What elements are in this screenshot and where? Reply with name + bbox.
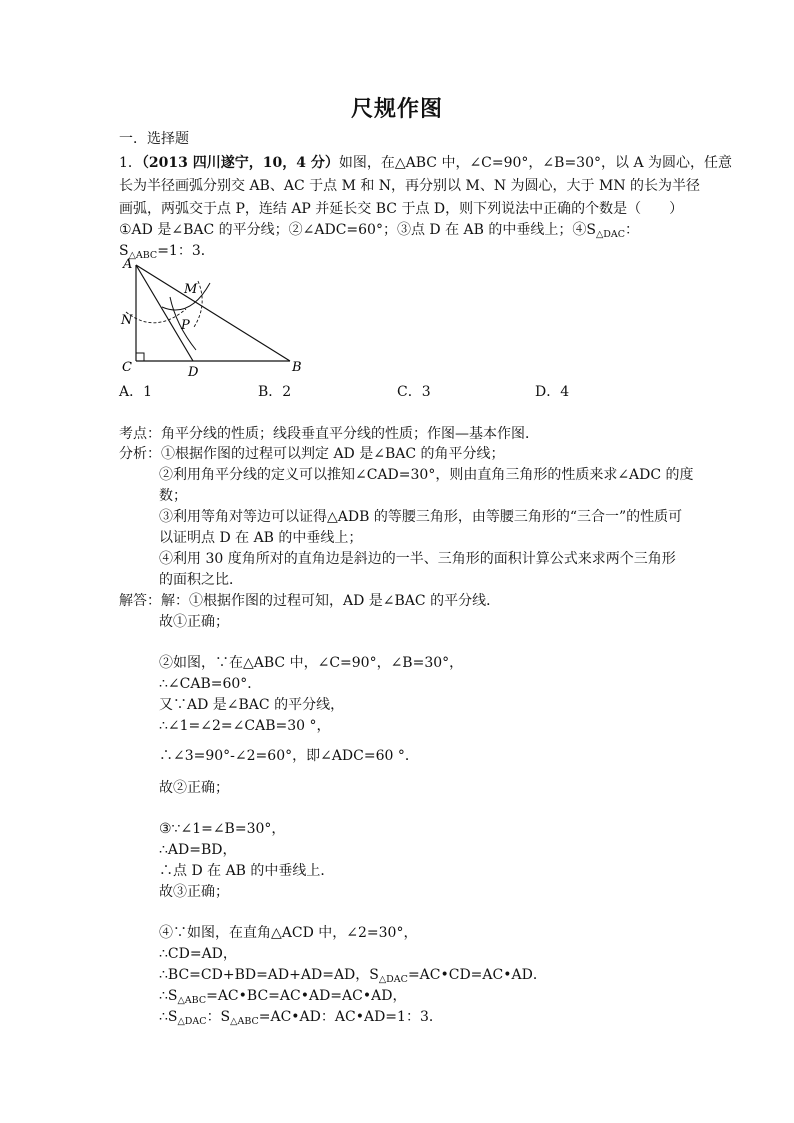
- question-number: 1．: [119, 155, 142, 171]
- option-d[interactable]: D．4: [535, 384, 570, 400]
- solution-line-14: ∴CD=AD，: [159, 946, 237, 962]
- solution-line-16: $\therefore S_{\triangle ABC}=AC•BC=AC•AD=AC•AD$，: [159, 988, 407, 1006]
- solution-line-4: ∴∠CAB=60°．: [159, 676, 262, 692]
- page-title: 尺规作图: [350, 96, 443, 122]
- label-c: C: [122, 360, 132, 375]
- question-line-1: [119, 153, 732, 173]
- solution-line-5: 又∵AD 是∠BAC 的平分线，: [159, 697, 345, 713]
- option-c[interactable]: C．3: [397, 384, 431, 400]
- label-n: N: [121, 313, 133, 328]
- question-line-2: 长为半径画弧分别交 AB、AC 于点 M 和 N，再分别以 M、N 为圆心，大于 MN 的长为半径: [119, 178, 701, 194]
- solution-line-13: ④∵如图，在直角△ACD 中，∠2=30°，: [159, 925, 418, 941]
- question-line-5: $S_{\triangle ABC}=1$：3．: [119, 243, 215, 261]
- label-p: P: [181, 318, 190, 333]
- question-line-4: ①AD 是∠BAC 的平分线；②∠ADC=60°；③点 D 在 AB 的中垂线上；$④S_{\triangle DAC}$：: [119, 222, 640, 240]
- label-b: B: [292, 360, 302, 375]
- analysis-line-2: ②利用角平分线的定义可以推知∠CAD=30°，则由直角三角形的性质来求∠ADC 的度: [159, 467, 694, 483]
- option-a[interactable]: A．1: [119, 384, 153, 400]
- solution-line-9: ③∵∠1=∠B=30°，: [159, 821, 286, 837]
- analysis-line-3: 数；: [159, 488, 187, 504]
- analysis-line-1: 分析：①根据作图的过程可以判定 AD 是∠BAC 的角平分线；: [119, 446, 505, 462]
- section-heading: 一．选择题: [119, 131, 189, 147]
- question-source: （2013 四川遂宁，10，4 分）: [141, 155, 339, 171]
- label-a: A: [123, 257, 133, 272]
- kaodian-line: 考点：角平分线的性质；线段垂直平分线的性质；作图—基本作图．: [119, 426, 539, 442]
- solution-line-10: ∴AD=BD，: [159, 842, 237, 858]
- label-m: M: [184, 282, 198, 297]
- question-line-3: 画弧，两弧交于点 P，连结 AP 并延长交 BC 于点 D，则下列说法中正确的个数是（ ）: [119, 201, 684, 217]
- option-b[interactable]: B．2: [258, 384, 292, 400]
- question-text: 如图，在△ABC 中，∠C=90°，∠B=30°，以 A 为圆心，任意: [338, 155, 733, 171]
- solution-line-7: ∴∠3=90°-∠2=60°，即∠ADC=60 °．: [159, 748, 419, 764]
- solution-line-17: $\therefore S_{\triangle DAC}$：$S_{\triangle ABC}=AC•AD$：AC•AD=1：3．: [159, 1009, 443, 1027]
- analysis-line-5: 以证明点 D 在 AB 的中垂线上；: [159, 530, 363, 546]
- solution-line-8: 故②正确；: [159, 780, 229, 796]
- triangle-figure: [110, 255, 320, 380]
- solution-line-12: 故③正确；: [159, 884, 229, 900]
- label-d: D: [188, 365, 199, 380]
- solution-line-2: 故①正确；: [159, 614, 229, 630]
- analysis-line-7: 的面积之比．: [159, 572, 243, 588]
- analysis-line-4: ③利用等角对等边可以证得△ADB 的等腰三角形，由等腰三角形的“三合一”的性质可: [159, 509, 683, 525]
- solution-line-15: ∴BC=CD+BD=AD+AD=AD，$S_{\triangle DAC}=AC•CD=AC•AD$．: [159, 967, 547, 985]
- analysis-line-6: ④利用 30 度角所对的直角边是斜边的一半、三角形的面积计算公式来求两个三角形: [159, 551, 676, 567]
- solution-line-11: ∴点 D 在 AB 的中垂线上．: [159, 863, 335, 879]
- solution-line-3: ②如图，∵在△ABC 中，∠C=90°，∠B=30°，: [159, 655, 464, 671]
- solution-line-1: 解答：解：①根据作图的过程可知，AD 是∠BAC 的平分线．: [119, 593, 501, 609]
- solution-line-6: ∴∠1=∠2=∠CAB=30 °，: [159, 718, 331, 734]
